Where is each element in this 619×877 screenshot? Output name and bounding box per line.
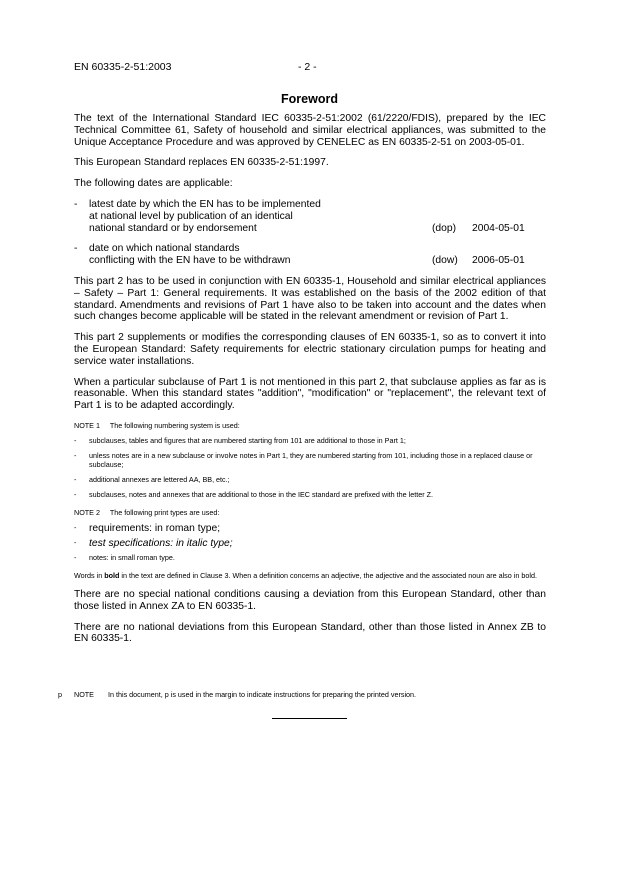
- list-dash: -: [74, 537, 77, 547]
- dow-line-2: conflicting with the EN have to be withdrawn: [89, 255, 291, 267]
- dop-line-3: national standard or by endorsement: [89, 222, 257, 234]
- dop-date: 2004-05-01: [472, 222, 525, 234]
- paragraph-conjunction: This part 2 has to be used in conjunction with EN 60335-1, Household and similar electrical appliances – Safety – Part 1: General requirements. It was established on the basis of the 2002 edition of that standard. Amendments and revisions of Part 1 have also to be taken into account and the dates when such changes become applicable will be stated in the relevant amendment or revision of Part 1.: [74, 275, 546, 323]
- note-1-text: The following numbering system is used:: [109, 420, 240, 430]
- note-1-item-text: additional annexes are lettered AA, BB, etc.;: [89, 474, 230, 484]
- list-dash: -: [74, 489, 77, 499]
- dow-date: 2006-05-01: [472, 255, 525, 267]
- note-1-item: [74, 451, 546, 469]
- note-1-label: NOTE 1: [74, 420, 100, 430]
- dop-line-1: latest date by which the EN has to be implemented: [89, 198, 321, 210]
- paragraph-intro: The text of the International Standard IEC 60335-2-51:2002 (61/2220/FDIS), prepared by the IEC Technical Committee 61, Safety of household and similar electrical appliances, was submitted to the Unique Acceptance Procedure and was approved by CENELEC as EN 60335-2-51 on 2003-05-01.: [74, 113, 546, 148]
- note-1-item-text: unless notes are in a new subclause or involve notes in Part 1, they are numbered starting from 101, including those in a replaced clause or subclause;: [89, 450, 533, 469]
- bold-para-after: in the text are defined in Clause 3. When a definition concerns an adjective, the adjective and the associated noun are also in bold.: [119, 570, 537, 580]
- list-dash: -: [74, 450, 77, 460]
- bold-para-before: Words in: [74, 570, 105, 580]
- note-2-item: [74, 538, 546, 549]
- note-2: [74, 508, 546, 517]
- date-item-dow: [74, 243, 546, 267]
- dow-code: (dow): [432, 255, 458, 267]
- paragraph-subclause: When a particular subclause of Part 1 is not mentioned in this part 2, that subclause applies as far as is reasonable. When this standard states "addition", "modification" or "replacement", the relevant text of Part 1 is to be adapted accordingly.: [74, 376, 546, 412]
- paragraph-supplements: This part 2 supplements or modifies the corresponding clauses of EN 60335-1, so as to convert it into the European Standard: Safety requirements for electric stationary circulation pumps for heating and service water installations.: [74, 332, 546, 367]
- date-item-dop: [74, 199, 546, 234]
- foreword-body: [74, 113, 546, 645]
- foreword-title: Foreword: [281, 92, 338, 106]
- note-1-item-text: subclauses, notes and annexes that are additional to those in the IEC standard are prefixed with the letter Z.: [89, 489, 434, 499]
- list-dash: -: [74, 552, 77, 562]
- paragraph-national-deviations: There are no national deviations from this European Standard, other than those listed in Annex ZB to EN 60335-1.: [74, 621, 546, 645]
- note-2-item-text: notes: in small roman type.: [89, 552, 175, 562]
- bold-para-bold: bold: [104, 570, 120, 580]
- paragraph-dates-intro: The following dates are applicable:: [74, 178, 233, 190]
- note-2-label: NOTE 2: [74, 507, 100, 517]
- print-note: [58, 690, 548, 699]
- paragraph-replaces: This European Standard replaces EN 60335-2-51:1997.: [74, 157, 329, 169]
- note-2-text: The following print types are used:: [109, 507, 220, 517]
- dop-code: (dop): [432, 222, 457, 234]
- list-dash: -: [74, 435, 77, 445]
- note-2-item-text: test specifications: in italic type;: [89, 537, 233, 549]
- paragraph-bold-definition: [74, 571, 546, 580]
- document-id: EN 60335-2-51:2003: [74, 61, 172, 73]
- note-2-item: [74, 523, 546, 534]
- print-note-mark: p: [58, 690, 62, 699]
- note-2-item-text: requirements: in roman type;: [89, 522, 221, 534]
- print-note-text: In this document, p is used in the margin to indicate instructions for preparing the printed version.: [108, 690, 417, 699]
- page-number: - 2 -: [298, 61, 317, 73]
- note-2-item: [74, 553, 546, 562]
- print-note-label: NOTE: [74, 690, 94, 699]
- dates-list: [74, 199, 546, 267]
- list-dash: -: [74, 198, 78, 210]
- note-1-item: [74, 475, 546, 484]
- note-1-item: [74, 490, 546, 499]
- paragraph-national-conditions: There are no special national conditions causing a deviation from this European Standard, other than those listed in Annex ZA to EN 60335-1.: [74, 588, 546, 612]
- list-dash: -: [74, 522, 77, 532]
- note-1-item: [74, 436, 546, 445]
- list-dash: -: [74, 243, 78, 255]
- dow-line-1: date on which national standards: [89, 243, 240, 255]
- note-1-item-text: subclauses, tables and figures that are numbered starting from 101 are additional to those in Part 1;: [89, 435, 406, 445]
- end-rule: [272, 718, 347, 719]
- dop-line-2: at national level by publication of an identical: [89, 210, 293, 222]
- list-dash: -: [74, 474, 77, 484]
- note-1: [74, 421, 546, 430]
